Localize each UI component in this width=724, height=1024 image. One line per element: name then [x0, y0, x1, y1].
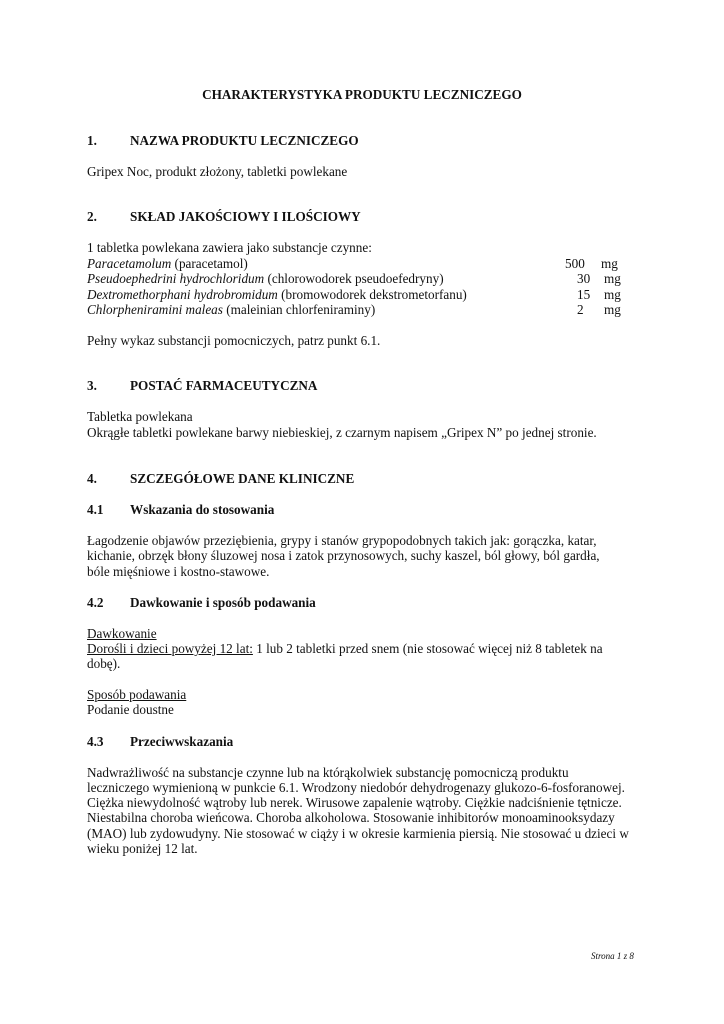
ingredient-polish: (chlorowodorek pseudoefedryny)	[264, 271, 444, 286]
ingredient-row	[87, 302, 375, 318]
ingredient-amount: 2	[577, 302, 584, 317]
section-4-2-heading: Dawkowanie i sposób podawania	[130, 595, 316, 610]
ingredient-row	[87, 256, 248, 272]
ingredient-row	[87, 287, 467, 303]
ingredient-amount: 500	[565, 256, 585, 271]
ingredient-amount: 30	[577, 271, 591, 286]
dosage-adults	[87, 641, 603, 657]
product-name: Gripex Noc, produkt złożony, tabletki powlekane	[87, 164, 348, 179]
contraindications-line: wieku poniżej 12 lat.	[87, 841, 198, 856]
section-3-heading: POSTAĆ FARMACEUTYCZNA	[130, 378, 318, 393]
route-label: Sposób podawania	[87, 687, 187, 702]
indications-line: Łagodzenie objawów przeziębienia, grypy i stanów grypopodobnych takich jak: gorączka, katar,	[87, 533, 597, 548]
section-4-heading: SZCZEGÓŁOWE DANE KLINICZNE	[130, 471, 355, 486]
ingredient-latin: Chlorpheniramini maleas	[87, 302, 223, 317]
section-4-3-number: 4.3	[87, 734, 104, 749]
dosage-label: Dawkowanie	[87, 626, 157, 641]
ingredient-unit: mg	[601, 256, 618, 271]
section-4-3-heading: Przeciwwskazania	[130, 734, 234, 749]
ingredient-polish: (paracetamol)	[171, 256, 248, 271]
section-4-2-number: 4.2	[87, 595, 104, 610]
section-2-number: 2.	[87, 209, 97, 224]
form-line-1: Tabletka powlekana	[87, 409, 193, 424]
ingredient-amount: 15	[577, 287, 591, 302]
ingredient-latin: Paracetamolum	[87, 256, 172, 271]
ingredient-unit: mg	[604, 302, 621, 317]
section-2-heading: SKŁAD JAKOŚCIOWY I ILOŚCIOWY	[130, 209, 361, 224]
section-4-1-heading: Wskazania do stosowania	[130, 502, 275, 517]
contraindications-line: Ciężka niewydolność wątroby lub nerek. Wirusowe zapalenie wątroby. Ciężkie nadciśnienie tętnicze.	[87, 795, 622, 810]
ingredient-latin: Dextromethorphani hydrobromidum	[87, 287, 278, 302]
ingredient-row	[87, 271, 444, 287]
ingredient-latin: Pseudoephedrini hydrochloridum	[87, 271, 265, 286]
excipients-note: Pełny wykaz substancji pomocniczych, patrz punkt 6.1.	[87, 333, 381, 348]
section-1-heading: NAZWA PRODUKTU LECZNICZEGO	[130, 133, 359, 148]
section-1-number: 1.	[87, 133, 97, 148]
form-line-2: Okrągłe tabletki powlekane barwy niebieskiej, z czarnym napisem „Gripex N” po jednej stronie.	[87, 425, 597, 440]
composition-intro: 1 tabletka powlekana zawiera jako substancje czynne:	[87, 240, 372, 255]
contraindications-line: leczniczego wymienioną w punkcie 6.1. Wrodzony niedobór dehydrogenazy glukozo-6-fosforanowej.	[87, 780, 625, 795]
ingredient-unit: mg	[604, 287, 621, 302]
indications-line: bóle mięśniowe i kostno-stawowe.	[87, 564, 270, 579]
contraindications-line: Nadwrażliwość na substancje czynne lub na którąkolwiek substancję pomocniczą produktu	[87, 765, 569, 780]
route-text: Podanie doustne	[87, 702, 174, 717]
ingredient-polish: (bromowodorek dekstrometorfanu)	[277, 287, 467, 302]
indications-line: kichanie, obrzęk błony śluzowej nosa i zatok przynosowych, suchy kaszel, ból głowy, ból gardła,	[87, 548, 600, 563]
contraindications-line: (MAO) lub zydowudyny. Nie stosować w ciąży i w okresie karmienia piersią. Nie stosować u dzieci w	[87, 826, 629, 841]
section-3-number: 3.	[87, 378, 97, 393]
ingredient-unit: mg	[604, 271, 621, 286]
document-title: CHARAKTERYSTYKA PRODUKTU LECZNICZEGO	[202, 87, 522, 102]
section-4-number: 4.	[87, 471, 97, 486]
ingredient-polish: (maleinian chlorfeniraminy)	[222, 302, 376, 317]
contraindications-line: Niestabilna choroba wieńcowa. Choroba alkoholowa. Stosowanie inhibitorów monoaminooksydazy	[87, 810, 615, 825]
section-4-1-number: 4.1	[87, 502, 104, 517]
dosage-adults-cont: dobę).	[87, 656, 121, 671]
page-number-footer: Strona 1 z 8	[591, 951, 634, 961]
adults-label: Dorośli i dzieci powyżej 12 lat:	[87, 641, 253, 656]
adults-text: 1 lub 2 tabletki przed snem (nie stosować więcej niż 8 tabletek na	[252, 641, 603, 656]
